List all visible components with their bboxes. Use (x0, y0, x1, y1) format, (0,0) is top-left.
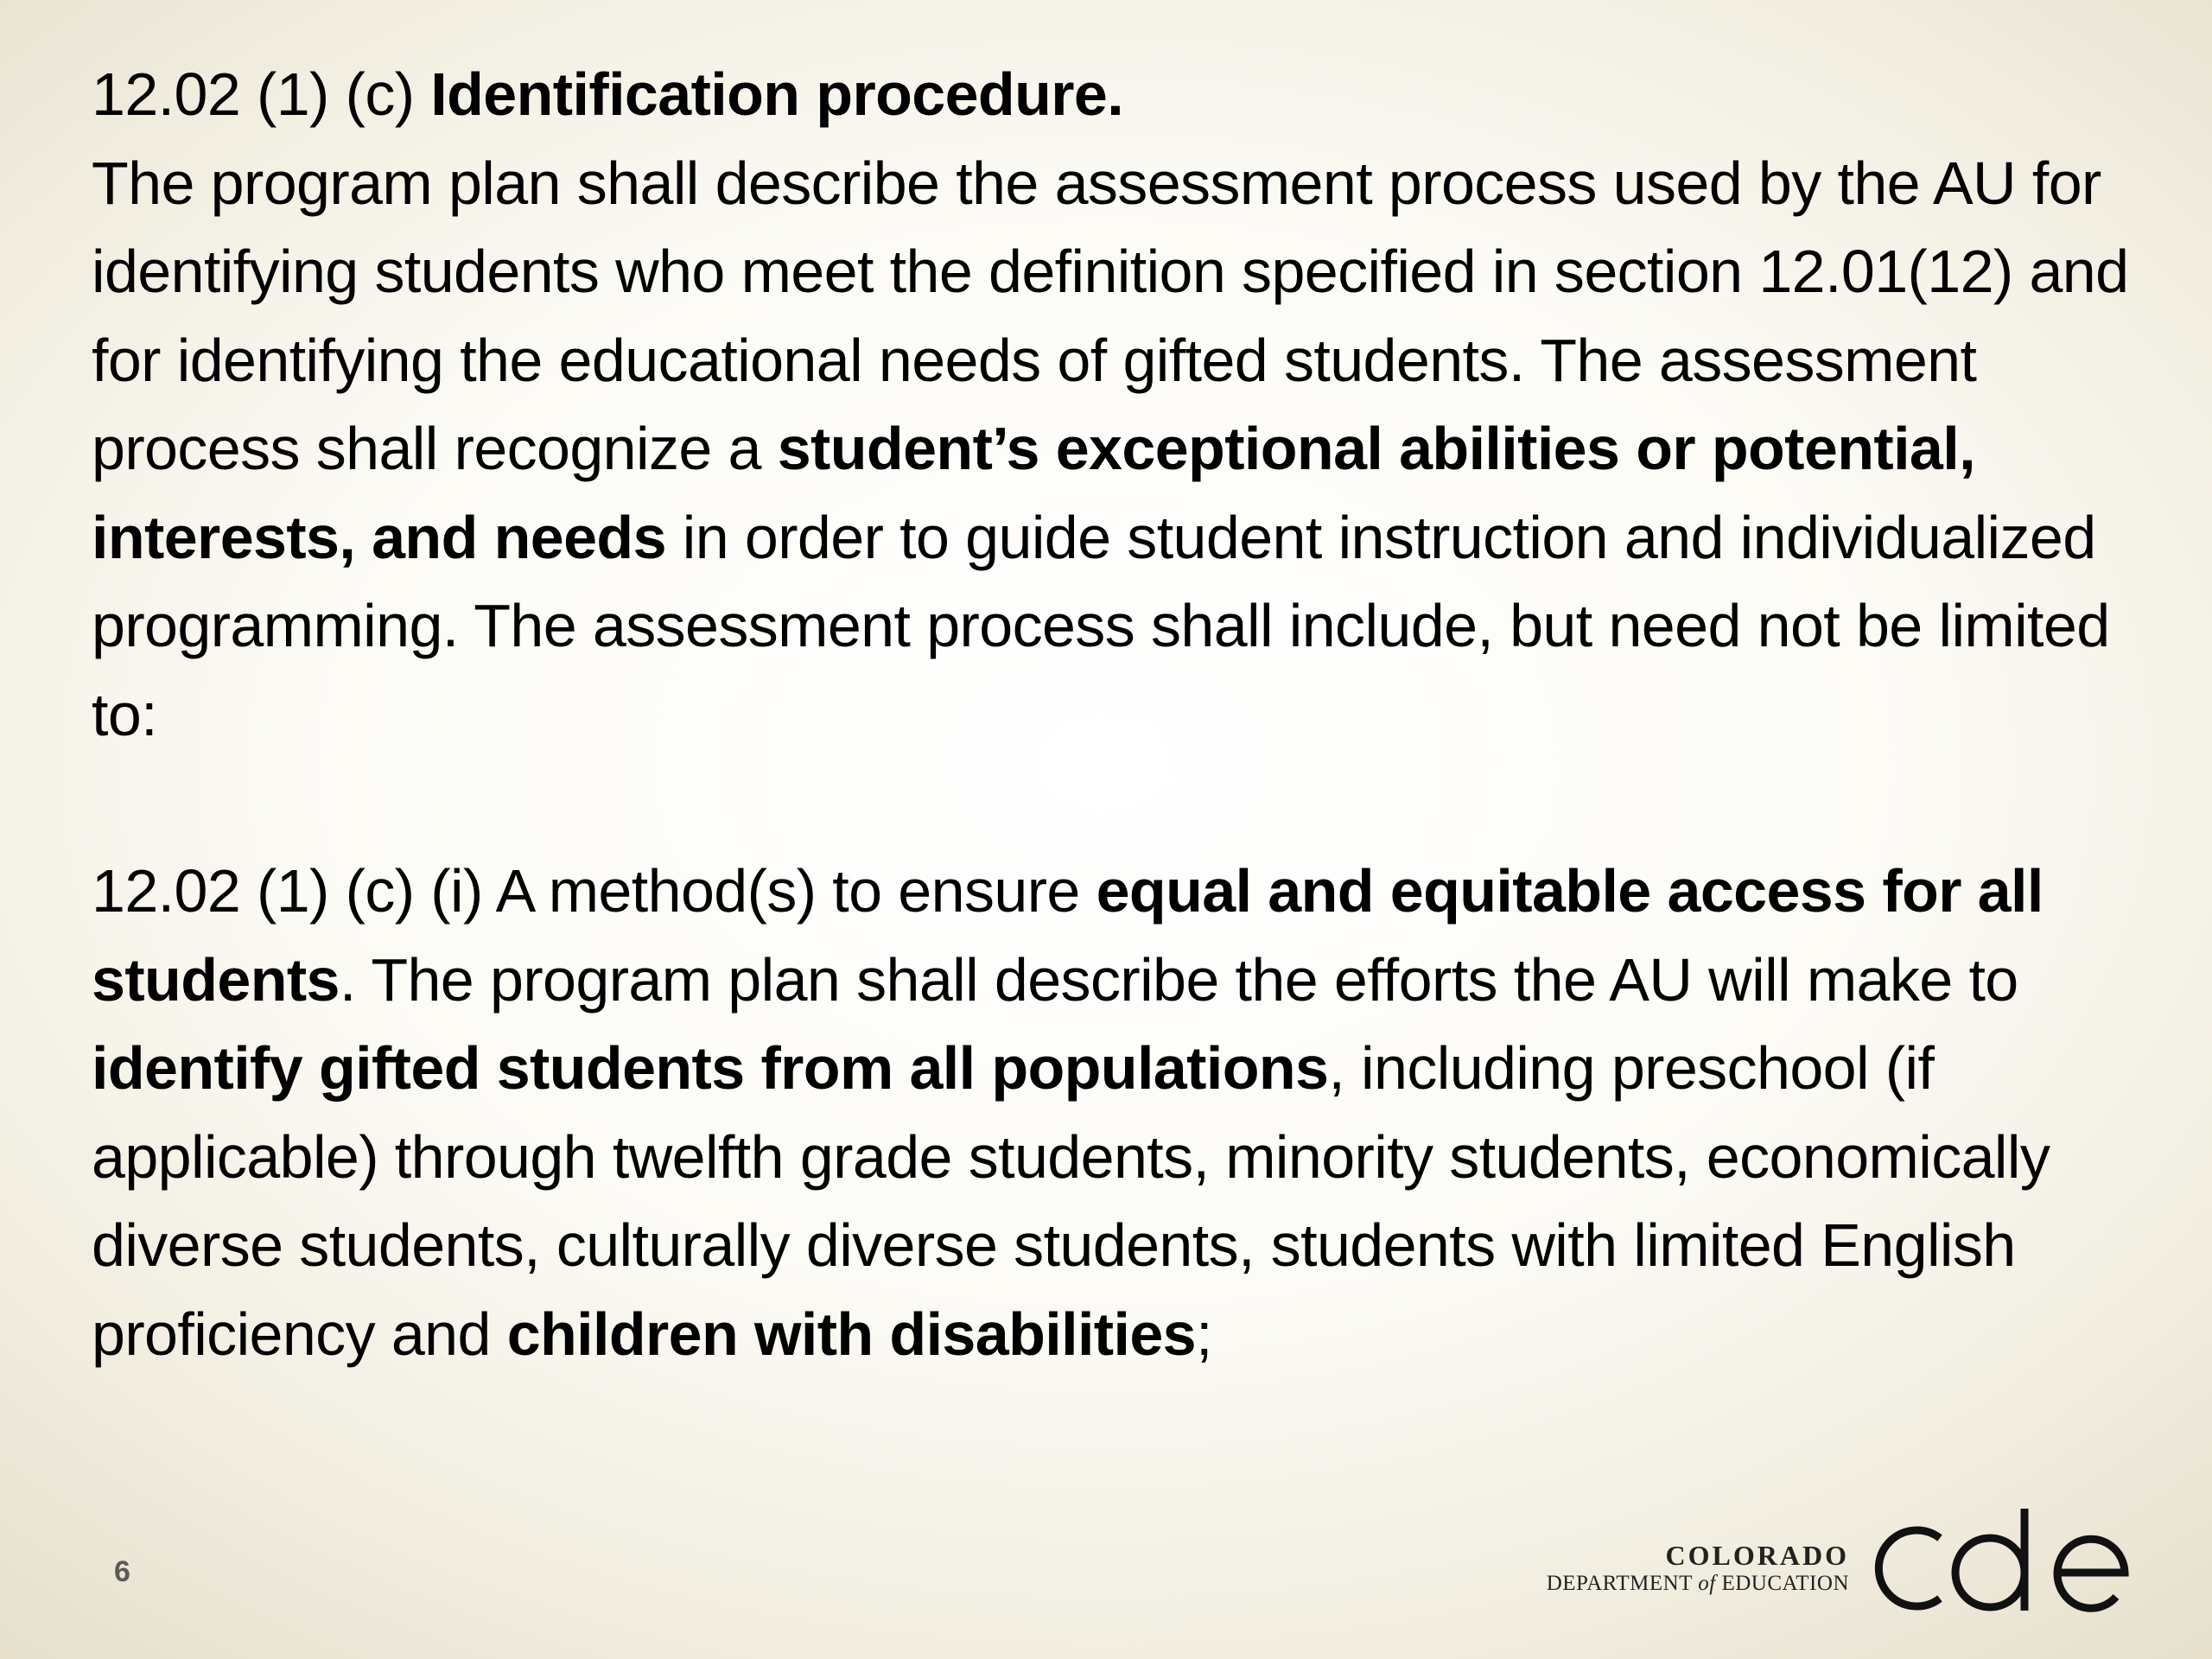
paragraph-text: 12.02 (1) (c) (i) A method(s) to ensure (92, 857, 1096, 925)
emphasis-text: student’s exceptional abilities or potential, interests, and needs (92, 415, 1975, 571)
logo-state-name: COLORADO (1665, 1540, 1849, 1571)
slide-body (92, 50, 2148, 1378)
logo-wordmark (1547, 1540, 1849, 1597)
emphasis-text: equal and equitable access for all students (92, 857, 2044, 1014)
cde-logo-mark (1860, 1503, 2130, 1616)
section-heading-number: 12.02 (1) (c) (92, 60, 431, 128)
emphasis-text: identify gifted students from all populations (92, 1034, 1329, 1102)
paragraph-text: The program plan shall describe the assessment process used by the AU for identifying students who meet the definition specified in section 12.01(12) and for identifying the educational needs of gifted students. The assessment process shall recognize a (92, 149, 2129, 482)
paragraph-text: . The program plan shall describe the efforts the AU will make to (339, 945, 2018, 1014)
paragraph-equitable-access (92, 847, 2148, 1378)
page-number: 6 (114, 1555, 130, 1588)
logo-department-name: DEPARTMENT of EDUCATION (1546, 1572, 1849, 1595)
emphasis-text: children with disabilities (506, 1300, 1197, 1368)
paragraph-text: in order to guide student instruction and individualized programming. The assessment process shall include, but need not be limited to: (92, 503, 2110, 748)
paragraph-text: , including preschool (if applicable) through twelfth grade students, minority students, economically diverse students, culturally diverse students, students with limited English proficiency and (92, 1034, 2050, 1368)
section-heading (92, 50, 2148, 139)
paragraph-text: ; (1196, 1300, 1212, 1368)
cde-logo (1495, 1503, 2130, 1616)
section-heading-title: Identification procedure. (430, 60, 1124, 128)
paragraph-identification-procedure (92, 50, 2148, 759)
